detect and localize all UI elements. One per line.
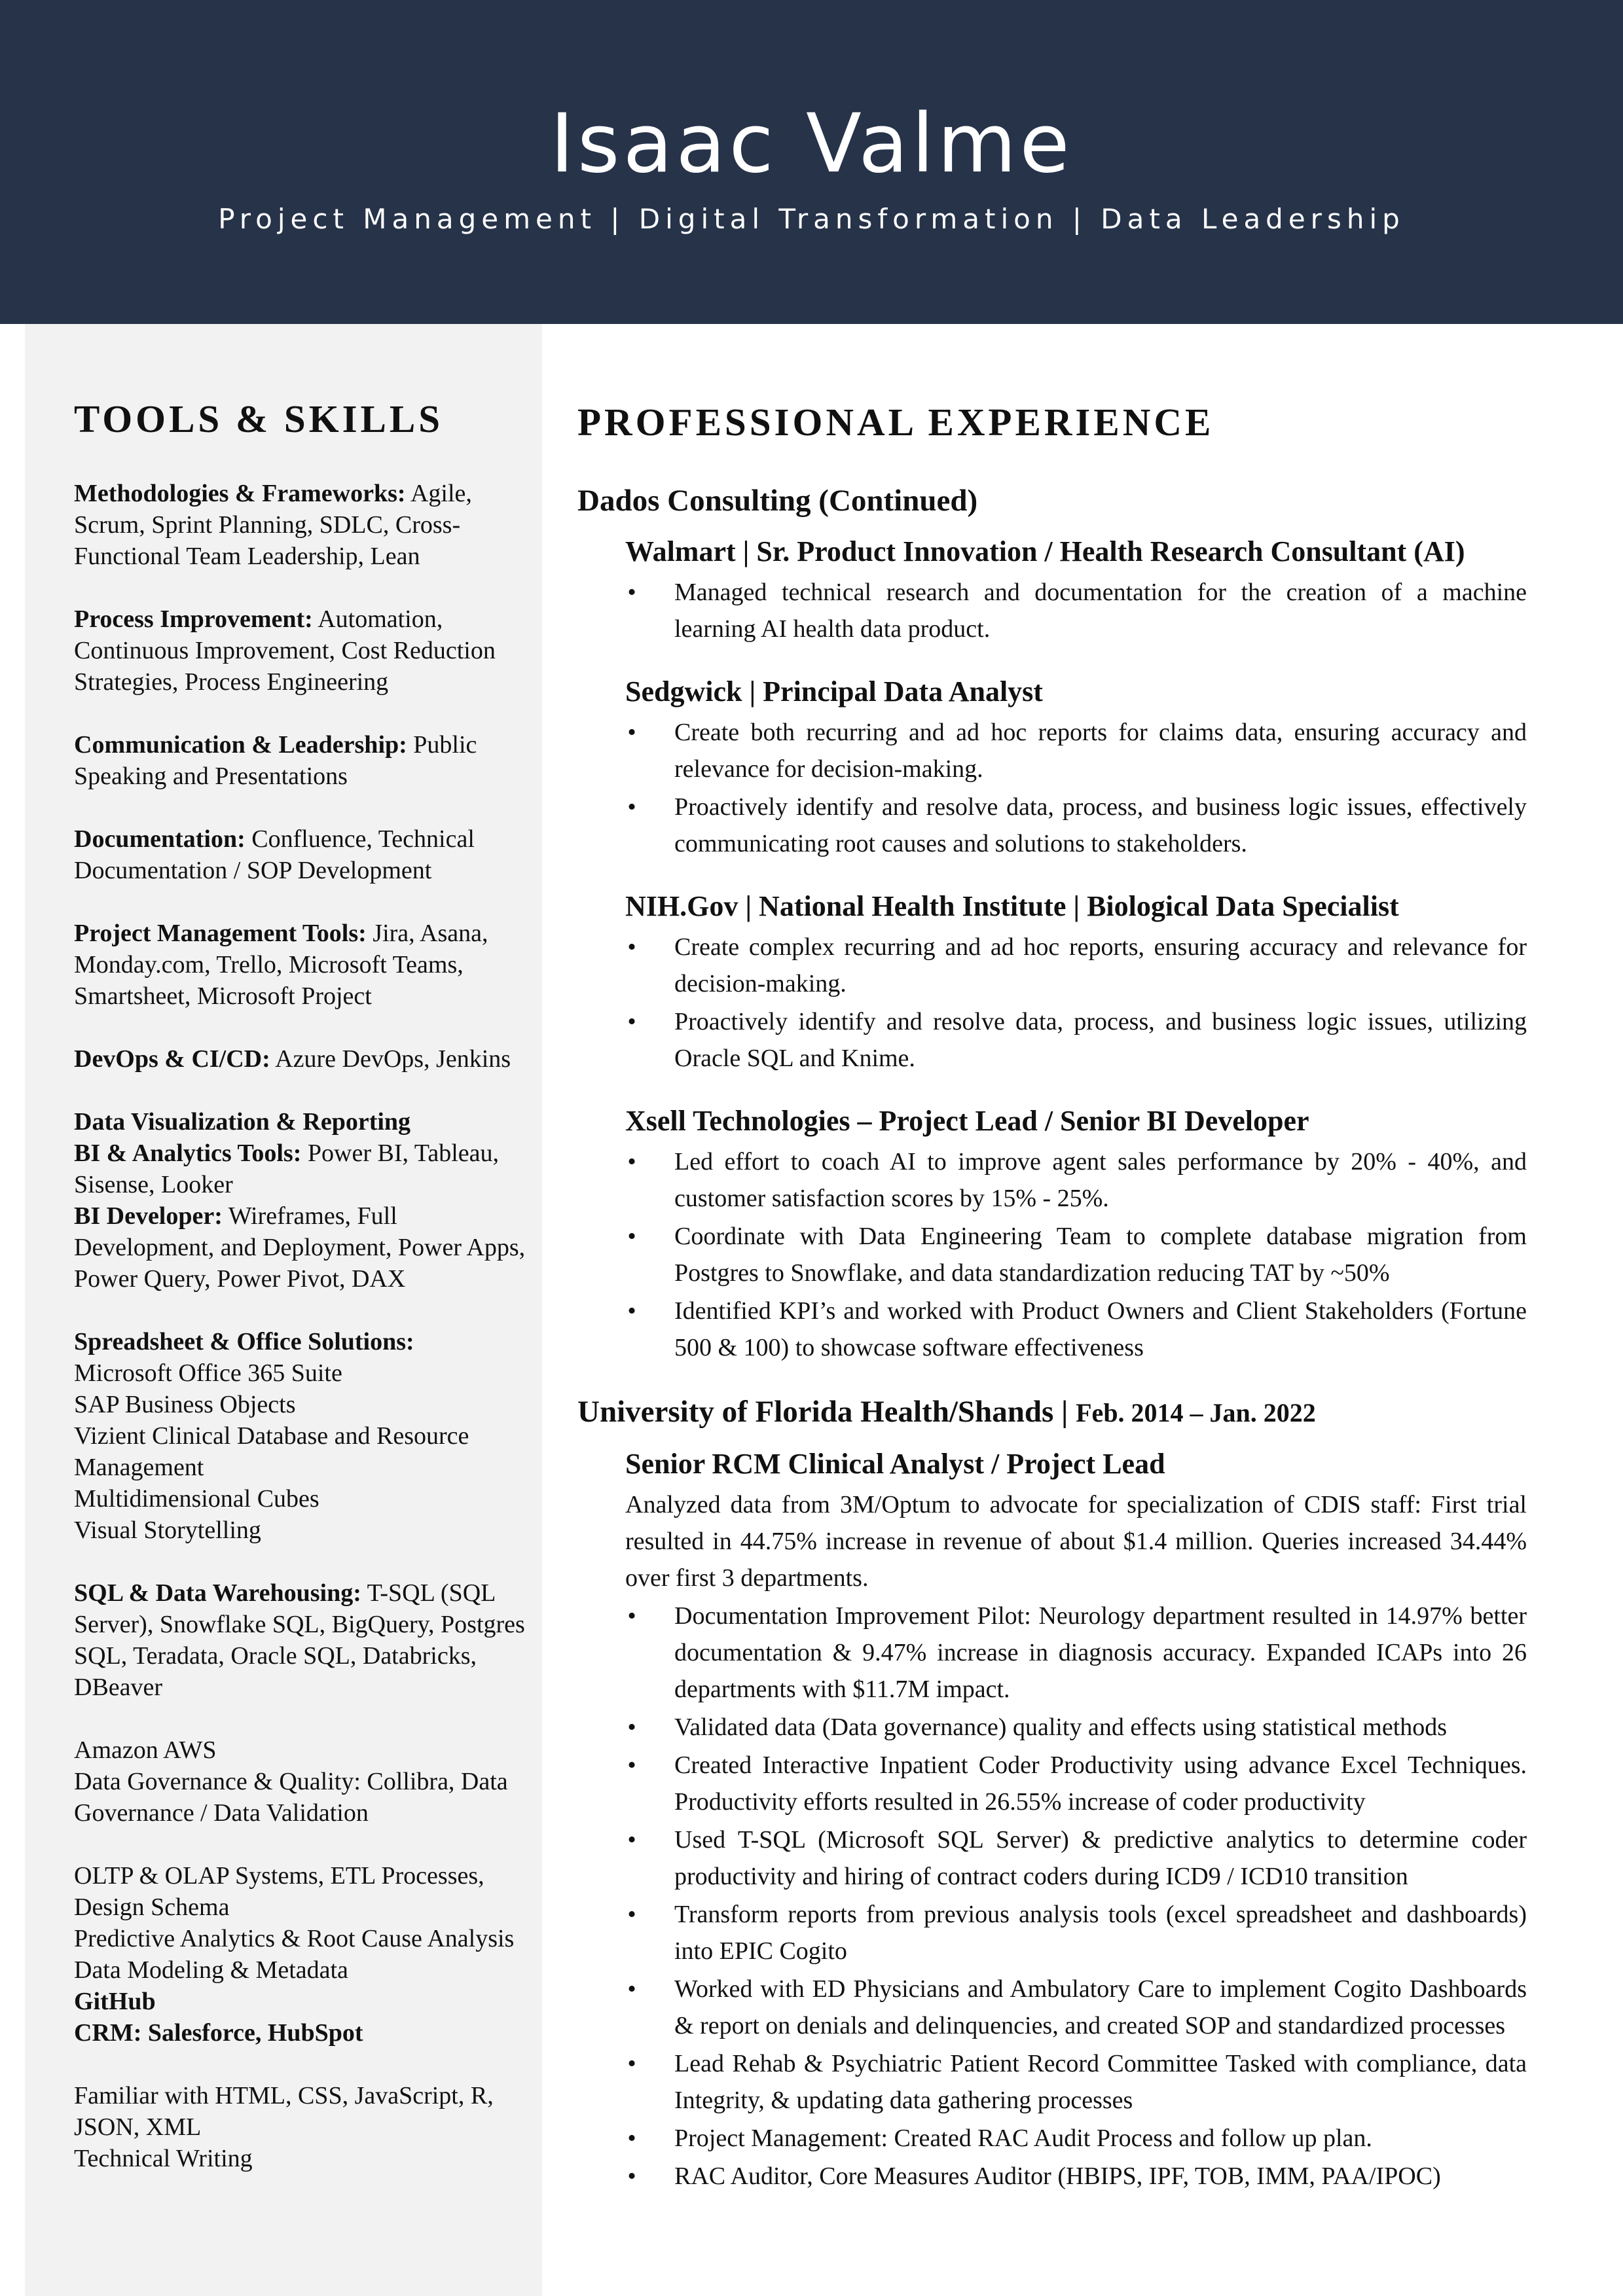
skill-category-label: CRM: Salesforce, HubSpot — [74, 2019, 363, 2047]
bullet-dot-icon: • — [627, 793, 636, 821]
resume-header — [0, 0, 1623, 324]
skill-items-text: T-SQL (SQL Server), Snowflake SQL, BigQuery, Postgres SQL, Teradata, Oracle SQL, Databricks, DBeaver — [74, 1579, 525, 1701]
skill-items-text: Familiar with HTML, CSS, JavaScript, R, JSON, XML — [74, 2082, 494, 2141]
skill-items-text: Data Modeling & Metadata — [74, 1956, 348, 1984]
skill-items-text: Wireframes, Full Development, and Deployment, Power Apps, Power Query, Power Pivot, DAX — [74, 1202, 526, 1293]
skill-items-text: Public Speaking and Presentations — [74, 731, 477, 790]
skill-line — [74, 1420, 532, 1483]
bullet-item — [625, 1218, 1527, 1291]
skill-group — [74, 823, 532, 886]
skill-items-text: Vizient Clinical Database and Resource Management — [74, 1422, 469, 1481]
skill-items-text: Microsoft Office 365 Suite — [74, 1359, 342, 1387]
skill-line — [74, 2080, 532, 2143]
skill-items-text: Automation, Continuous Improvement, Cost Reduction Strategies, Process Engineering — [74, 605, 496, 696]
job-title: NIH.Gov | National Health Institute | Biological Data Specialist — [625, 890, 1399, 922]
bullet-dot-icon: • — [627, 1297, 636, 1325]
job-entry — [625, 888, 1527, 1077]
skill-category-label: Project Management Tools: — [74, 920, 367, 947]
skill-category-label: Data Visualization & Reporting — [74, 1108, 411, 1136]
bullet-dot-icon: • — [627, 579, 636, 606]
bullet-text: Create complex recurring and ad hoc reports, ensuring accuracy and relevance for decision-making. — [674, 933, 1527, 997]
skill-line — [74, 1860, 532, 1923]
skill-group — [74, 1577, 532, 1703]
skill-category-label: DevOps & CI/CD: — [74, 1045, 270, 1073]
bullet-dot-icon: • — [627, 1751, 636, 1779]
skill-line — [74, 1138, 532, 1200]
skill-line — [74, 1734, 532, 1766]
bullet-text: Created Interactive Inpatient Coder Productivity using advance Excel Techniques. Productivity efforts resulted in 26.55% increase of coder productivity — [674, 1751, 1527, 1816]
bullet-item — [625, 2158, 1527, 2195]
job-summary: Analyzed data from 3M/Optum to advocate for specialization of CDIS staff: First trial resulted in 44.75% increase in revenue of about $1.4 million. Queries increased 34.44% over first 3 departments. — [625, 1491, 1527, 1592]
skill-items-text: Technical Writing — [74, 2145, 253, 2172]
bullet-dot-icon: • — [627, 2050, 636, 2077]
candidate-tagline: Project Management | Digital Transformation | Data Leadership — [218, 203, 1405, 235]
bullet-dot-icon: • — [627, 1602, 636, 1630]
bullet-list — [625, 574, 1527, 647]
bullet-item — [625, 1971, 1527, 2044]
skill-group — [74, 2080, 532, 2174]
bullet-text: Worked with ED Physicians and Ambulatory Care to implement Cogito Dashboards & report on denials and delinquencies, and created SOP and standardized processes — [674, 1975, 1527, 2039]
bullet-item — [625, 714, 1527, 787]
company-heading — [577, 1392, 1527, 1433]
skill-group — [74, 1860, 532, 2049]
skill-items-text: Confluence, Technical Documentation / SOP Development — [74, 825, 475, 884]
bullet-item — [625, 1896, 1527, 1969]
bullet-item — [625, 574, 1527, 647]
bullet-text: Proactively identify and resolve data, process, and business logic issues, utilizing Oracle SQL and Knime. — [674, 1008, 1527, 1072]
bullet-text: Managed technical research and documentation for the creation of a machine learning AI health data product. — [674, 579, 1527, 643]
skill-group — [74, 1734, 532, 1829]
bullet-list — [625, 1598, 1527, 2195]
skill-items-text: Agile, Scrum, Sprint Planning, SDLC, Cross-Functional Team Leadership, Lean — [74, 480, 472, 570]
bullet-item — [625, 2120, 1527, 2157]
skill-group — [74, 1106, 532, 1295]
bullet-item — [625, 1821, 1527, 1895]
skill-category-label: Communication & Leadership: — [74, 731, 407, 759]
experience-section-title: PROFESSIONAL EXPERIENCE — [577, 401, 1214, 444]
skill-line — [74, 1483, 532, 1515]
bullet-dot-icon: • — [627, 2125, 636, 2152]
skill-line — [74, 1043, 532, 1075]
skill-line — [74, 478, 532, 572]
skill-line — [74, 1326, 532, 1357]
bullet-item — [625, 1143, 1527, 1217]
skill-category-label: SQL & Data Warehousing: — [74, 1579, 361, 1607]
job-title: Xsell Technologies – Project Lead / Senior BI Developer — [625, 1105, 1309, 1137]
bullet-text: Documentation Improvement Pilot: Neurology department resulted in 14.97% better documentation & 9.47% increase in diagnosis accuracy. Expanded ICAPs into 26 departments with $11.7M impact. — [674, 1602, 1527, 1703]
bullet-text: Proactively identify and resolve data, process, and business logic issues, effectively communicating root causes and solutions to stakeholders. — [674, 793, 1527, 857]
candidate-name: Isaac Valme — [550, 97, 1073, 191]
job-title: Sedgwick | Principal Data Analyst — [625, 675, 1043, 708]
job-entry — [625, 673, 1527, 862]
company-name: Dados Consulting (Continued) — [577, 484, 978, 518]
skill-line — [74, 1577, 532, 1703]
skill-category-label: BI Developer: — [74, 1202, 223, 1230]
bullet-dot-icon: • — [627, 1826, 636, 1854]
skill-category-label: BI & Analytics Tools: — [74, 1139, 302, 1167]
skill-group — [74, 918, 532, 1012]
skill-line — [74, 1923, 532, 1954]
bullet-dot-icon: • — [627, 719, 636, 746]
job-title: Senior RCM Clinical Analyst / Project Lead — [625, 1448, 1165, 1480]
skill-items-text: Multidimensional Cubes — [74, 1485, 319, 1513]
bullet-item — [625, 929, 1527, 1002]
bullet-text: Project Management: Created RAC Audit Process and follow up plan. — [674, 2125, 1372, 2152]
experience-section — [577, 399, 1527, 2196]
company-list — [577, 481, 1527, 2195]
skill-category-label: Spreadsheet & Office Solutions: — [74, 1328, 414, 1355]
skill-items-text: Data Governance & Quality: Collibra, Data Governance / Data Validation — [74, 1768, 508, 1827]
job-entry — [625, 1446, 1527, 2195]
skill-items-text: Visual Storytelling — [74, 1516, 261, 1544]
bullet-dot-icon: • — [627, 933, 636, 961]
bullet-text: Used T-SQL (Microsoft SQL Server) & predictive analytics to determine coder productivity and hiring of contract coders during ICD9 / ICD10 transition — [674, 1826, 1527, 1890]
skill-group — [74, 603, 532, 698]
bullet-text: RAC Auditor, Core Measures Auditor (HBIPS, IPF, TOB, IMM, PAA/IPOC) — [674, 2162, 1441, 2190]
bullet-dot-icon: • — [627, 1901, 636, 1928]
job-entry — [625, 533, 1527, 647]
skill-category-label: Documentation: — [74, 825, 246, 853]
skill-items-text: Power BI, Tableau, Sisense, Looker — [74, 1139, 499, 1198]
skill-groups — [74, 478, 532, 2174]
bullet-text: Create both recurring and ad hoc reports for claims data, ensuring accuracy and relevance for decision-making. — [674, 719, 1527, 783]
bullet-item — [625, 2045, 1527, 2119]
job-entry — [625, 1103, 1527, 1366]
skill-line — [74, 1106, 532, 1138]
skill-group — [74, 478, 532, 572]
skill-line — [74, 1766, 532, 1829]
skill-group — [74, 729, 532, 792]
bullet-text: Coordinate with Data Engineering Team to complete database migration from Postgres to Snowflake, and data standardization reducing TAT by ~50% — [674, 1223, 1527, 1287]
skill-line — [74, 2017, 532, 2049]
skill-line — [74, 1515, 532, 1546]
skill-items-text: SAP Business Objects — [74, 1391, 296, 1418]
bullet-dot-icon: • — [627, 1223, 636, 1250]
skill-line — [74, 918, 532, 1012]
skill-line — [74, 1986, 532, 2017]
skill-items-text: Predictive Analytics & Root Cause Analysis — [74, 1925, 515, 1952]
bullet-list — [625, 1143, 1527, 1366]
bullet-item — [625, 789, 1527, 862]
skills-sidebar-content — [74, 396, 532, 2206]
bullet-text: Identified KPI’s and worked with Product Owners and Client Stakeholders (Fortune 500 & 100) to showcase software effectiveness — [674, 1297, 1527, 1361]
bullet-list — [625, 714, 1527, 862]
skill-line — [74, 2143, 532, 2174]
skill-items-text: Jira, Asana, Monday.com, Trello, Microsoft Teams, Smartsheet, Microsoft Project — [74, 920, 488, 1010]
skill-items-text: OLTP & OLAP Systems, ETL Processes, Design Schema — [74, 1862, 484, 1921]
bullet-text: Validated data (Data governance) quality and effects using statistical methods — [674, 1713, 1448, 1741]
employment-dates: Feb. 2014 – Jan. 2022 — [1076, 1398, 1316, 1427]
bullet-text: Lead Rehab & Psychiatric Patient Record Committee Tasked with compliance, data Integrity, & updating data gathering processes — [674, 2050, 1527, 2114]
company-heading — [577, 481, 1527, 520]
skill-line — [74, 1200, 532, 1295]
bullet-dot-icon: • — [627, 2162, 636, 2190]
bullet-item — [625, 1598, 1527, 1708]
bullet-dot-icon: • — [627, 1975, 636, 2003]
skill-category-label: Process Improvement: — [74, 605, 313, 633]
skill-line — [74, 603, 532, 698]
skill-line — [74, 823, 532, 886]
bullet-list — [625, 929, 1527, 1077]
bullet-item — [625, 1293, 1527, 1366]
skill-group — [74, 1043, 532, 1075]
skill-group — [74, 1326, 532, 1546]
job-title: Walmart | Sr. Product Innovation / Health Research Consultant (AI) — [625, 535, 1465, 567]
skill-line — [74, 1357, 532, 1389]
bullet-item — [625, 1709, 1527, 1746]
company-name: University of Florida Health/Shands | — [577, 1395, 1076, 1429]
bullet-item — [625, 1003, 1527, 1077]
bullet-text: Led effort to coach AI to improve agent sales performance by 20% - 40%, and customer satisfaction scores by 15% - 25%. — [674, 1148, 1527, 1212]
skill-category-label: GitHub — [74, 1988, 156, 2015]
skill-line — [74, 1389, 532, 1420]
bullet-dot-icon: • — [627, 1008, 636, 1035]
skill-items-text: Azure DevOps, Jenkins — [270, 1045, 511, 1073]
skill-line — [74, 1954, 532, 1986]
bullet-text: Transform reports from previous analysis tools (excel spreadsheet and dashboards) into EPIC Cogito — [674, 1901, 1527, 1965]
bullet-dot-icon: • — [627, 1713, 636, 1741]
skill-items-text: Amazon AWS — [74, 1736, 217, 1764]
bullet-dot-icon: • — [627, 1148, 636, 1175]
skills-section-title: TOOLS & SKILLS — [74, 397, 444, 440]
skill-category-label: Methodologies & Frameworks: — [74, 480, 406, 507]
skills-sidebar — [25, 324, 542, 2296]
bullet-item — [625, 1747, 1527, 1820]
skill-line — [74, 729, 532, 792]
